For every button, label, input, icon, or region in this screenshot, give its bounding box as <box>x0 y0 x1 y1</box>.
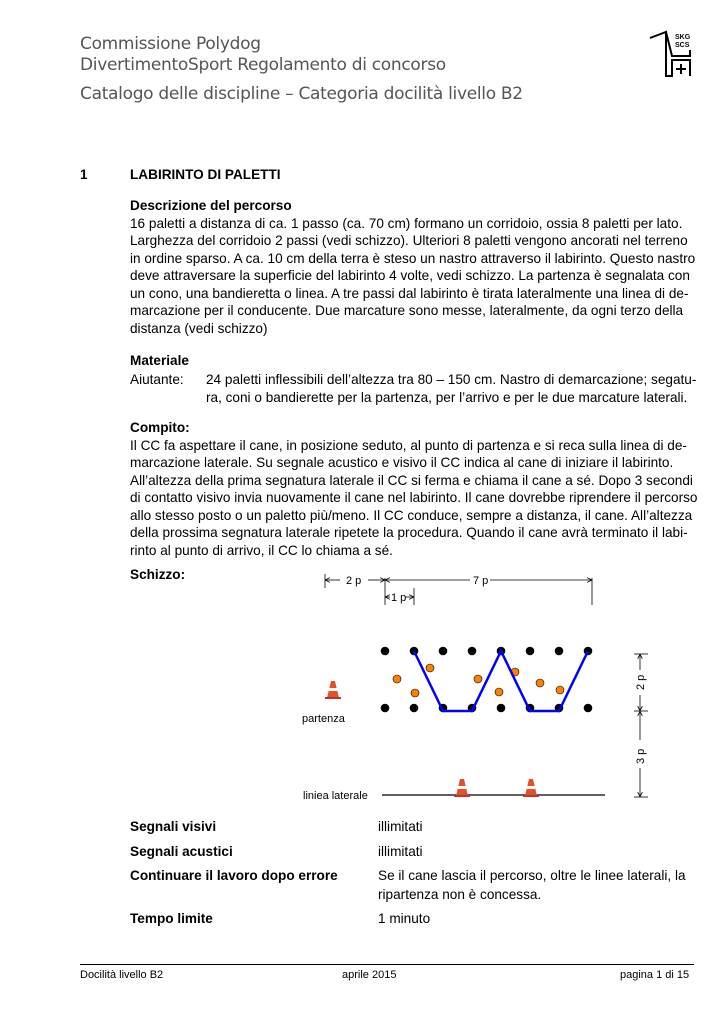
rule-label: Segnali acustici <box>130 844 233 859</box>
dim-v2p: 2 p <box>635 674 647 690</box>
scattered-pole <box>495 688 503 696</box>
text-line: All’altezza della prima segnatura laterale il CC si ferma e chiama il cane a sé. Dopo 3 secondi <box>130 472 693 488</box>
pole <box>381 704 389 712</box>
header-title: Commissione Polydog <box>80 34 261 54</box>
scattered-pole <box>536 679 544 687</box>
text-line: marcazione laterale. Su segnale acustico e visivo il CC indica al cane di iniziare il labirinto. <box>130 455 674 470</box>
text-line: in ordine sparso. A ca. 10 cm della terra è steso un nastro attraverso il labirinto. Questo nastro <box>130 250 696 266</box>
scattered-pole <box>426 664 434 672</box>
pole <box>410 704 418 712</box>
footer-divider <box>80 964 694 965</box>
text-line: allo stesso posto o un paletto più/meno. Il CC conduce, sempre a distanza, il cane. All’altezza <box>130 507 693 523</box>
text-line: un cono, una bandieretta o linea. A tre passi dal labirinto è tirata lateralmente una linea di de- <box>130 285 689 301</box>
pole <box>555 647 563 655</box>
text-line: di contatto visivo invia nuovamente il cane nel labirinto. Il cane dovrebbe riprendere il percorso <box>130 490 698 505</box>
cone-icon <box>523 779 539 797</box>
pole <box>497 704 505 712</box>
footer-center: aprile 2015 <box>342 969 397 981</box>
scattered-pole <box>556 686 564 694</box>
cone-icon <box>325 681 341 699</box>
text-line: deve attraversare la superficie del labirinto 4 volte, vedi schizzo. La partenza è segnalata con <box>130 268 690 283</box>
schizzo-heading: Schizzo: <box>130 567 186 582</box>
pole <box>584 704 592 712</box>
descrizione-heading: Descrizione del percorso <box>130 198 292 213</box>
text-line: marcazione per il conducente. Due marcature sono messe, lateralmente, da ogni terzo della <box>130 303 684 318</box>
nastro-path <box>414 651 588 711</box>
footer-left: Docilità livello B2 <box>80 969 164 981</box>
rule-value: illimitati <box>378 819 423 834</box>
text-line: Il CC fa aspettare il cane, in posizione seduto, al punto di partenza e si reca sulla linea di de- <box>130 437 687 453</box>
rule-value: illimitati <box>378 844 423 859</box>
dim-v3p: 3 p <box>635 748 647 764</box>
dim-7p: 7 p <box>473 575 489 587</box>
dim-2p: 2 p <box>346 575 362 587</box>
pole <box>439 647 447 655</box>
section-number: 1 <box>80 167 88 182</box>
svg-text:SCS: SCS <box>675 42 690 49</box>
dim-1p: 1 p <box>391 592 407 604</box>
linea-label: liniea laterale <box>303 790 368 802</box>
scattered-pole <box>393 675 401 683</box>
text-line: distanza (vedi schizzo) <box>130 320 268 336</box>
pole <box>381 647 389 655</box>
svg-text:SKG: SKG <box>675 34 691 41</box>
text-line: ra, coni o bandierette per la partenza, per l’arrivo e per le due marcature laterali. <box>206 389 688 405</box>
text-line: 24 paletti inflessibili dell’altezza tra 80 – 150 cm. Nastro di demarcazione; segatu- <box>206 372 697 387</box>
materiale-heading: Materiale <box>130 353 189 368</box>
text-line: Larghezza del corridoio 2 passi (vedi schizzo). Ulteriori 8 paletti vengono ancorati nel terreno <box>130 233 688 248</box>
rule-label: Tempo limite <box>130 911 213 926</box>
pole <box>468 647 476 655</box>
text-line: rinto al punto di arrivo, il CC lo chiama a sé. <box>130 542 393 558</box>
header-subtitle: DivertimentoSport Regolamento di concorso <box>80 55 446 75</box>
page-title: Catalogo delle discipline – Categoria docilità livello B2 <box>80 84 523 104</box>
text-line: 16 paletti a distanza di ca. 1 passo (ca. 70 cm) formano un corridoio, ossia 8 paletti per lato. <box>130 215 683 231</box>
cone-icon <box>454 779 470 797</box>
footer-page: pagina 1 di 15 <box>620 969 690 981</box>
pole <box>526 647 534 655</box>
rule-value: Se il cane lascia il percorso, oltre le linee laterali, la <box>378 868 686 883</box>
text-line: della prossima segnatura laterale ripetete la procedura. Quando il cane avrà terminato il labi- <box>130 525 688 540</box>
rule-label: Continuare il lavoro dopo errore <box>130 868 338 883</box>
partenza-label: partenza <box>302 713 345 725</box>
rule-value: 1 minuto <box>378 911 431 926</box>
scattered-pole <box>411 689 419 697</box>
rule-value: ripartenza non è concessa. <box>378 887 542 902</box>
scattered-pole <box>474 675 482 683</box>
rule-label: Segnali visivi <box>130 819 217 834</box>
section-title: LABIRINTO DI PALETTI <box>130 167 281 182</box>
materiale-label: Aiutante: <box>130 372 184 387</box>
compito-heading: Compito: <box>130 420 190 435</box>
